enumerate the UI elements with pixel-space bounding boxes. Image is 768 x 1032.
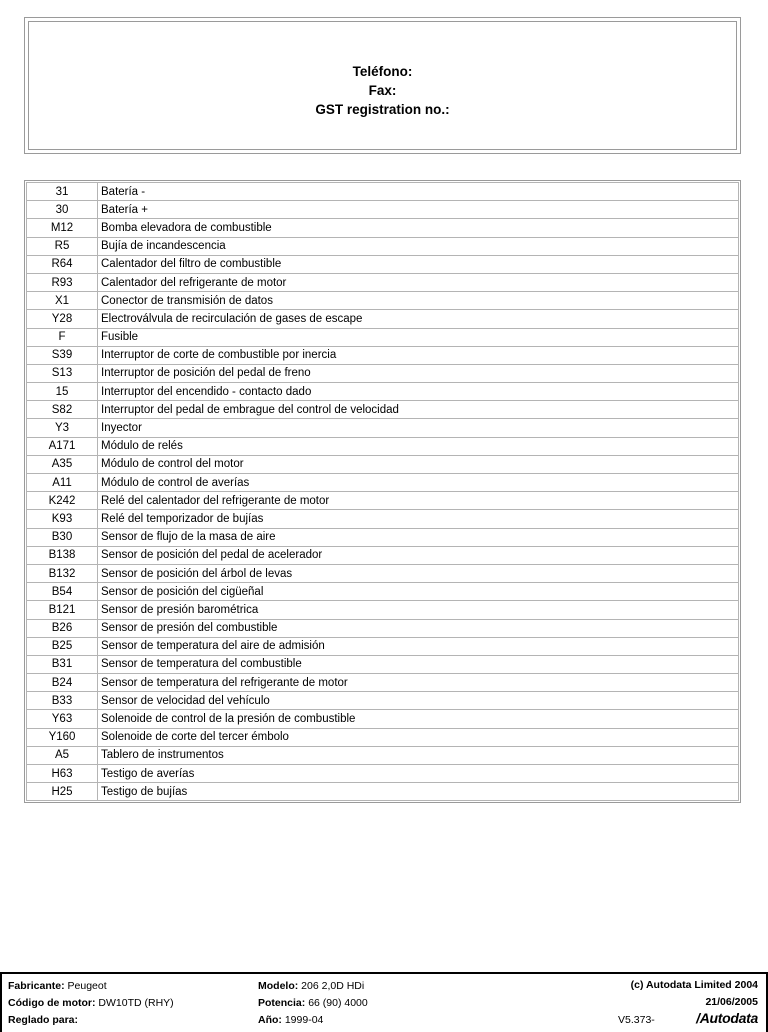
component-code: S82: [27, 401, 98, 419]
component-code: R93: [27, 273, 98, 291]
component-description: Sensor de velocidad del vehículo: [98, 692, 739, 710]
anio-value: 1999-04: [284, 1014, 324, 1026]
component-description: Tablero de instrumentos: [98, 746, 739, 764]
table-row: [27, 710, 739, 728]
table-row: [27, 401, 739, 419]
codigo-motor-label: Código de motor:: [8, 997, 96, 1009]
version-text: V5.373-: [618, 1014, 655, 1026]
table-row: [27, 619, 739, 637]
component-description: Inyector: [98, 419, 739, 437]
component-description: Sensor de posición del cigüeñal: [98, 583, 739, 601]
component-description: Bujía de incandescencia: [98, 237, 739, 255]
component-code: 15: [27, 383, 98, 401]
potencia-value: 66 (90) 4000: [308, 997, 368, 1009]
component-description: Solenoide de control de la presión de combustible: [98, 710, 739, 728]
component-code: B24: [27, 674, 98, 692]
table-row: [27, 292, 739, 310]
component-code: A35: [27, 455, 98, 473]
component-description: Sensor de flujo de la masa de aire: [98, 528, 739, 546]
component-code: B31: [27, 655, 98, 673]
component-description: Relé del temporizador de bujías: [98, 510, 739, 528]
copyright-text: (c) Autodata Limited 2004: [630, 979, 758, 991]
component-description: Interruptor del encendido - contacto dado: [98, 383, 739, 401]
component-code: X1: [27, 292, 98, 310]
component-description: Sensor de temperatura del combustible: [98, 655, 739, 673]
component-description: Fusible: [98, 328, 739, 346]
component-code: Y28: [27, 310, 98, 328]
component-description: Calentador del filtro de combustible: [98, 255, 739, 273]
gst-label: GST registration no.:: [315, 102, 450, 117]
reglado-label: Reglado para:: [8, 1014, 79, 1026]
table-row: [27, 492, 739, 510]
table-row: [27, 237, 739, 255]
table-row: [27, 655, 739, 673]
component-description: Calentador del refrigerante de motor: [98, 273, 739, 291]
component-code: A11: [27, 474, 98, 492]
component-code: R5: [27, 237, 98, 255]
table-row: [27, 183, 739, 201]
table-row: [27, 273, 739, 291]
component-code: B33: [27, 692, 98, 710]
component-description: Interruptor de corte de combustible por inercia: [98, 346, 739, 364]
component-code: Y160: [27, 728, 98, 746]
table-row: [27, 364, 739, 382]
fabricante-value: Peugeot: [67, 980, 107, 992]
footer: [0, 972, 768, 1032]
component-code: B54: [27, 583, 98, 601]
component-code: B121: [27, 601, 98, 619]
component-code: A171: [27, 437, 98, 455]
component-description: Interruptor del pedal de embrague del control de velocidad: [98, 401, 739, 419]
reglado-field: [8, 1012, 78, 1028]
component-table: [26, 182, 739, 801]
component-description: Sensor de posición del árbol de levas: [98, 564, 739, 582]
component-code: S13: [27, 364, 98, 382]
component-code: R64: [27, 255, 98, 273]
component-code: S39: [27, 346, 98, 364]
table-row: [27, 201, 739, 219]
component-description: Módulo de relés: [98, 437, 739, 455]
component-code: B138: [27, 546, 98, 564]
component-code: A5: [27, 746, 98, 764]
component-description: Sensor de posición del pedal de acelerador: [98, 546, 739, 564]
fabricante-label: Fabricante:: [8, 980, 65, 992]
component-description: Batería +: [98, 201, 739, 219]
component-code: 31: [27, 183, 98, 201]
table-row: [27, 674, 739, 692]
table-row: [27, 255, 739, 273]
component-description: Sensor de temperatura del aire de admisión: [98, 637, 739, 655]
component-table-frame: [24, 180, 741, 803]
component-code: M12: [27, 219, 98, 237]
table-row: [27, 219, 739, 237]
component-code: H25: [27, 783, 98, 801]
component-description: Batería -: [98, 183, 739, 201]
table-row: [27, 746, 739, 764]
component-description: Relé del calentador del refrigerante de motor: [98, 492, 739, 510]
component-code: Y63: [27, 710, 98, 728]
component-code: B30: [27, 528, 98, 546]
modelo-field: [258, 978, 364, 994]
table-row: [27, 510, 739, 528]
table-row: [27, 528, 739, 546]
table-row: [27, 328, 739, 346]
component-description: Sensor de temperatura del refrigerante de motor: [98, 674, 739, 692]
fax-label: Fax:: [368, 83, 397, 98]
autodata-logo: /Autodata: [696, 1010, 758, 1026]
table-row: [27, 564, 739, 582]
table-row: [27, 310, 739, 328]
table-row: [27, 601, 739, 619]
component-code: 30: [27, 201, 98, 219]
component-description: Módulo de control de averías: [98, 474, 739, 492]
component-code: F: [27, 328, 98, 346]
component-description: Bomba elevadora de combustible: [98, 219, 739, 237]
component-table-body: [27, 183, 739, 801]
anio-label: Año:: [258, 1014, 282, 1026]
table-row: [27, 583, 739, 601]
telefono-label: Teléfono:: [352, 64, 413, 79]
table-row: [27, 546, 739, 564]
potencia-field: [258, 995, 368, 1011]
table-row: [27, 474, 739, 492]
component-description: Sensor de presión del combustible: [98, 619, 739, 637]
table-row: [27, 455, 739, 473]
modelo-value: 206 2,0D HDi: [301, 980, 365, 992]
component-description: Testigo de averías: [98, 765, 739, 783]
component-code: B26: [27, 619, 98, 637]
table-row: [27, 692, 739, 710]
table-row: [27, 765, 739, 783]
fabricante-field: [8, 978, 107, 994]
component-description: Solenoide de corte del tercer émbolo: [98, 728, 739, 746]
table-row: [27, 728, 739, 746]
component-code: K93: [27, 510, 98, 528]
modelo-label: Modelo:: [258, 980, 299, 992]
header-box: [24, 17, 741, 154]
table-row: [27, 383, 739, 401]
table-row: [27, 346, 739, 364]
potencia-label: Potencia:: [258, 997, 306, 1009]
table-row: [27, 437, 739, 455]
component-code: H63: [27, 765, 98, 783]
component-description: Testigo de bujías: [98, 783, 739, 801]
print-date: 21/06/2005: [705, 996, 758, 1008]
component-code: B132: [27, 564, 98, 582]
component-description: Sensor de presión barométrica: [98, 601, 739, 619]
component-description: Interruptor de posición del pedal de freno: [98, 364, 739, 382]
component-code: Y3: [27, 419, 98, 437]
component-description: Conector de transmisión de datos: [98, 292, 739, 310]
component-code: K242: [27, 492, 98, 510]
header-inner: [28, 21, 737, 150]
component-description: Electroválvula de recirculación de gases de escape: [98, 310, 739, 328]
table-row: [27, 419, 739, 437]
table-row: [27, 637, 739, 655]
anio-field: [258, 1012, 323, 1028]
component-code: B25: [27, 637, 98, 655]
codigo-motor-field: [8, 995, 174, 1011]
table-row: [27, 783, 739, 801]
codigo-motor-value: DW10TD (RHY): [98, 997, 174, 1009]
component-description: Módulo de control del motor: [98, 455, 739, 473]
